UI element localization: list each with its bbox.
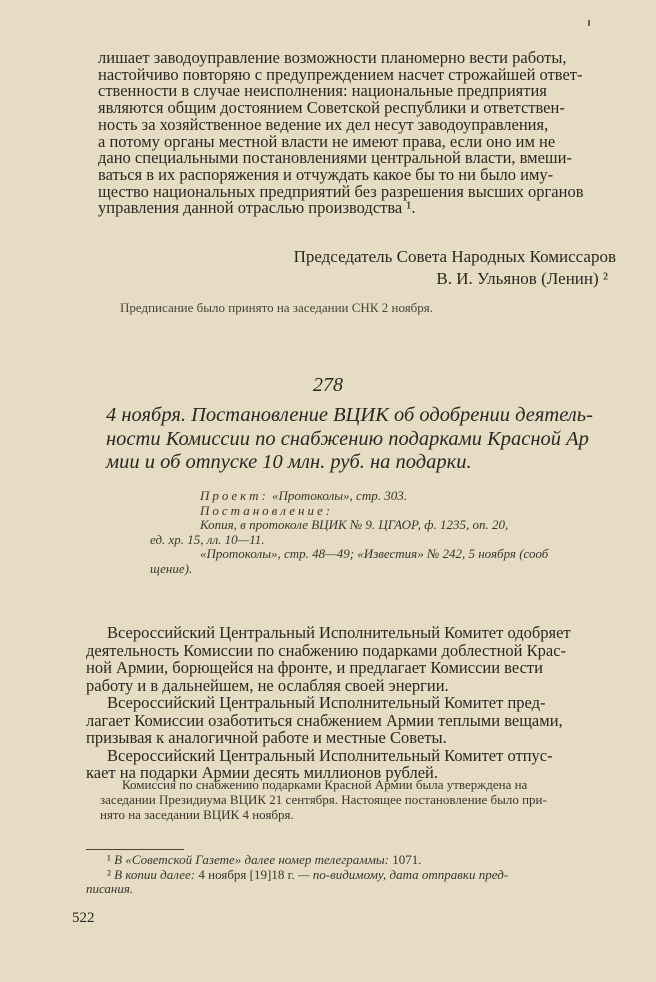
source-publication-cont: щение). bbox=[150, 560, 193, 576]
source-decree-label: Постановление: bbox=[200, 502, 334, 518]
text-line: ной Армии, борющейся на фронте, и предлагает Комиссии вести bbox=[86, 658, 543, 677]
text-line: а потому органы местной власти не имеют права, если оно им не bbox=[98, 131, 556, 151]
source-copy: Копия, в протоколе ВЦИК № 9. ЦГАОР, ф. 1235, оп. 20, bbox=[200, 517, 509, 533]
footnotes bbox=[86, 853, 616, 897]
document-number: 278 bbox=[313, 374, 343, 396]
footnote-2-tail: — по-видимому, дата отправки пред- bbox=[297, 866, 509, 882]
signature-block bbox=[294, 246, 616, 290]
source-project-label: Проект: bbox=[200, 488, 269, 503]
title-line: ности Комиссии по снабжению подарками Красной Ар bbox=[106, 427, 589, 450]
text-line: Всероссийский Центральный Исполнительный Комитет одобряет bbox=[107, 623, 571, 642]
text-line: лагает Комиссии озаботиться снабжением Армии теплыми вещами, bbox=[86, 710, 563, 730]
footnote-2-italic: В копии далее: bbox=[114, 866, 196, 882]
text-line: щество национальных предприятий без разрешения высших органов bbox=[98, 181, 584, 201]
title-line: мии и об отпуске 10 млн. руб. на подарки. bbox=[106, 451, 472, 473]
main-text bbox=[86, 624, 616, 782]
document-title bbox=[106, 404, 636, 475]
footnote-1-mark: ¹ bbox=[107, 852, 111, 867]
text-line: ность за хозяйственное ведение их дел несут заводоуправления, bbox=[98, 114, 549, 134]
text-line: лишает заводоуправление возможности планомерно вести работы, bbox=[98, 48, 567, 67]
footnote-2-mark: ² bbox=[107, 866, 111, 882]
footnote-2-cont bbox=[86, 882, 616, 897]
footnote-1-italic: В «Советской Газете» далее номер телеграммы: bbox=[114, 852, 390, 867]
archival-sources bbox=[150, 488, 620, 577]
source-publication: «Протоколы», стр. 48—49; «Известия» № 242, 5 ноября (сооб bbox=[200, 546, 549, 562]
page-mark bbox=[588, 20, 590, 26]
adoption-note: Предписание было принято на заседании СНК 2 ноября. bbox=[120, 300, 434, 315]
text-line: управления данной отраслью производства ¹. bbox=[98, 198, 416, 218]
commission-note bbox=[100, 777, 610, 822]
top-paragraph bbox=[98, 50, 628, 217]
signature-name: В. И. Ульянов (Ленин) ² bbox=[436, 269, 608, 288]
footnote-2-cont-text: писания. bbox=[86, 881, 134, 896]
text-line: ваться в их распоряжения и отчуждать какое бы то ни было иму- bbox=[98, 164, 554, 184]
text-line: призывая к аналогичной работе и местные Советы. bbox=[86, 728, 447, 747]
text-line: Всероссийский Центральный Исполнительный Комитет пред- bbox=[107, 693, 546, 712]
footnote-1 bbox=[86, 853, 616, 868]
footnote-2 bbox=[86, 868, 616, 883]
note-line: нято на заседании ВЦИК 4 ноября. bbox=[100, 807, 294, 822]
signature-title: Председатель Совета Народных Комиссаров bbox=[293, 247, 616, 266]
note-line: заседании Президиума ВЦИК 21 сентября. Настоящее постановление было при- bbox=[100, 792, 547, 807]
text-line: работу и в дальнейшем, не ослабляя своей энергии. bbox=[86, 675, 449, 695]
footnote-2-mid: 4 ноября [19]18 г. bbox=[198, 866, 295, 882]
text-line: кает на подарки Армии десять миллионов рублей. bbox=[86, 763, 438, 782]
note-line: Комиссия по снабжению подарками Красной Армии была утверждена на bbox=[122, 777, 528, 792]
footnote-divider bbox=[86, 849, 184, 850]
title-line: 4 ноября. Постановление ВЦИК об одобрении деятель- bbox=[106, 404, 593, 426]
text-line: настойчиво повторяю с предупреждением насчет строжайшей ответ- bbox=[98, 64, 583, 84]
text-line: являются общим достоянием Советской республики и ответствен- bbox=[98, 98, 565, 118]
page-number: 522 bbox=[72, 910, 95, 926]
text-line: дано специальными постановлениями центральной власти, вмеши- bbox=[98, 148, 572, 168]
text-line: Всероссийский Центральный Исполнительный Комитет отпус- bbox=[107, 745, 553, 765]
text-line: ственности в случае неисполнения: национальные предприятия bbox=[98, 81, 547, 101]
source-project bbox=[200, 489, 620, 504]
text-line: деятельность Комиссии по снабжению подарками доблестной Крас- bbox=[86, 640, 567, 660]
source-copy-cont: ед. хр. 15, лл. 10—11. bbox=[150, 531, 265, 547]
footnote-1-rest: 1071. bbox=[392, 852, 422, 867]
source-project-text: «Протоколы», стр. 303. bbox=[272, 488, 407, 503]
